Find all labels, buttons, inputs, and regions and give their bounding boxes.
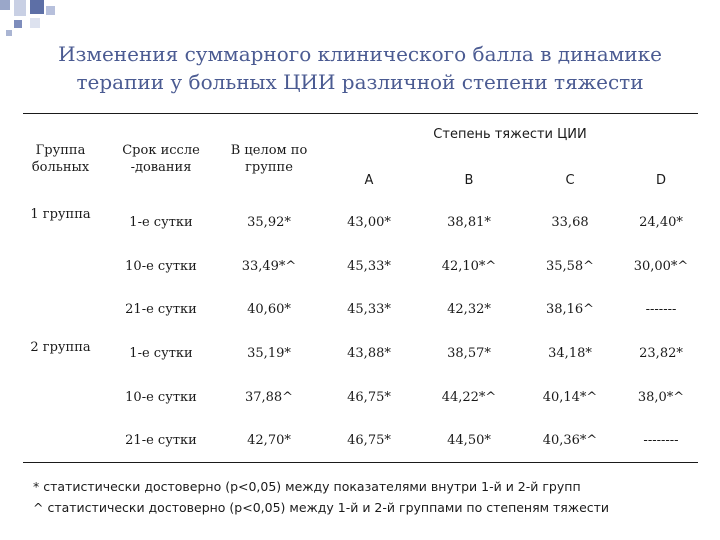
- cell-a: 46,75*: [347, 433, 391, 448]
- cell-c: 33,68: [551, 215, 589, 230]
- footnote-2: ^ статистически достоверно (p<0,05) между 1-й и 2-й группами по степеням тяжести: [33, 500, 610, 515]
- cell-total: 35,19*: [247, 346, 291, 361]
- cell-term: 1-е сутки: [129, 215, 193, 230]
- header-severity-a: A: [364, 173, 374, 188]
- cell-term: 1-е сутки: [129, 346, 193, 361]
- decorative-square: [14, 20, 22, 28]
- decorative-square: [46, 6, 55, 15]
- cell-total: 33,49*^: [241, 259, 297, 274]
- cell-b: 42,10*^: [441, 259, 497, 274]
- decorative-square: [30, 0, 44, 14]
- cell-d: 23,82*: [639, 346, 683, 361]
- cell-d: -------: [645, 302, 677, 317]
- cell-c: 38,16^: [545, 302, 595, 317]
- cell-b: 38,81*: [447, 215, 491, 230]
- header-severity-b: B: [464, 173, 474, 188]
- cell-term: 21-е сутки: [125, 302, 197, 317]
- cell-total: 42,70*: [247, 433, 291, 448]
- decorative-square: [6, 30, 12, 36]
- table-top-rule: [23, 113, 698, 114]
- cell-total: 37,88^: [244, 390, 294, 405]
- cell-a: 43,00*: [347, 215, 391, 230]
- header-severity-d: D: [655, 173, 666, 188]
- cell-b: 38,57*: [447, 346, 491, 361]
- header-severity-c: C: [565, 173, 575, 188]
- slide-title: [0, 40, 720, 96]
- cell-b: 44,22*^: [441, 390, 497, 405]
- decorative-square: [30, 18, 40, 28]
- cell-term: 10-е сутки: [125, 390, 197, 405]
- cell-term: 21-е сутки: [125, 433, 197, 448]
- cell-c: 34,18*: [548, 346, 592, 361]
- cell-a: 45,33*: [347, 302, 391, 317]
- cell-d: --------: [643, 433, 679, 448]
- slide-title-line-2: терапии у больных ЦИИ различной степени тяжести: [76, 70, 644, 94]
- cell-a: 45,33*: [347, 259, 391, 274]
- cell-b: 44,50*: [447, 433, 491, 448]
- cell-c: 40,14*^: [542, 390, 598, 405]
- cell-term: 10-е сутки: [125, 259, 197, 274]
- cell-total: 35,92*: [247, 215, 291, 230]
- group-label-2: 2 группа: [30, 340, 91, 355]
- footnote-1: * статистически достоверно (p<0,05) между показателями внутри 1-й и 2-й групп: [33, 479, 581, 494]
- decorative-squares: [0, 0, 60, 45]
- cell-d: 38,0*^: [637, 390, 685, 405]
- decorative-square: [0, 0, 10, 10]
- decorative-square: [14, 0, 26, 16]
- cell-total: 40,60*: [247, 302, 291, 317]
- header-total: В целом по группе: [230, 143, 308, 175]
- cell-a: 43,88*: [347, 346, 391, 361]
- table-bottom-rule: [23, 462, 698, 463]
- cell-c: 40,36*^: [542, 433, 598, 448]
- slide-title-line-1: Изменения суммарного клинического балла в динамике: [58, 42, 662, 66]
- header-term: Срок иссле -дования: [122, 143, 200, 175]
- cell-c: 35,58^: [545, 259, 595, 274]
- header-severity: Степень тяжести ЦИИ: [433, 127, 587, 142]
- cell-d: 24,40*: [639, 215, 683, 230]
- cell-a: 46,75*: [347, 390, 391, 405]
- header-group: Группа больных: [31, 143, 90, 175]
- cell-d: 30,00*^: [633, 259, 689, 274]
- cell-b: 42,32*: [447, 302, 491, 317]
- group-label-1: 1 группа: [30, 207, 91, 222]
